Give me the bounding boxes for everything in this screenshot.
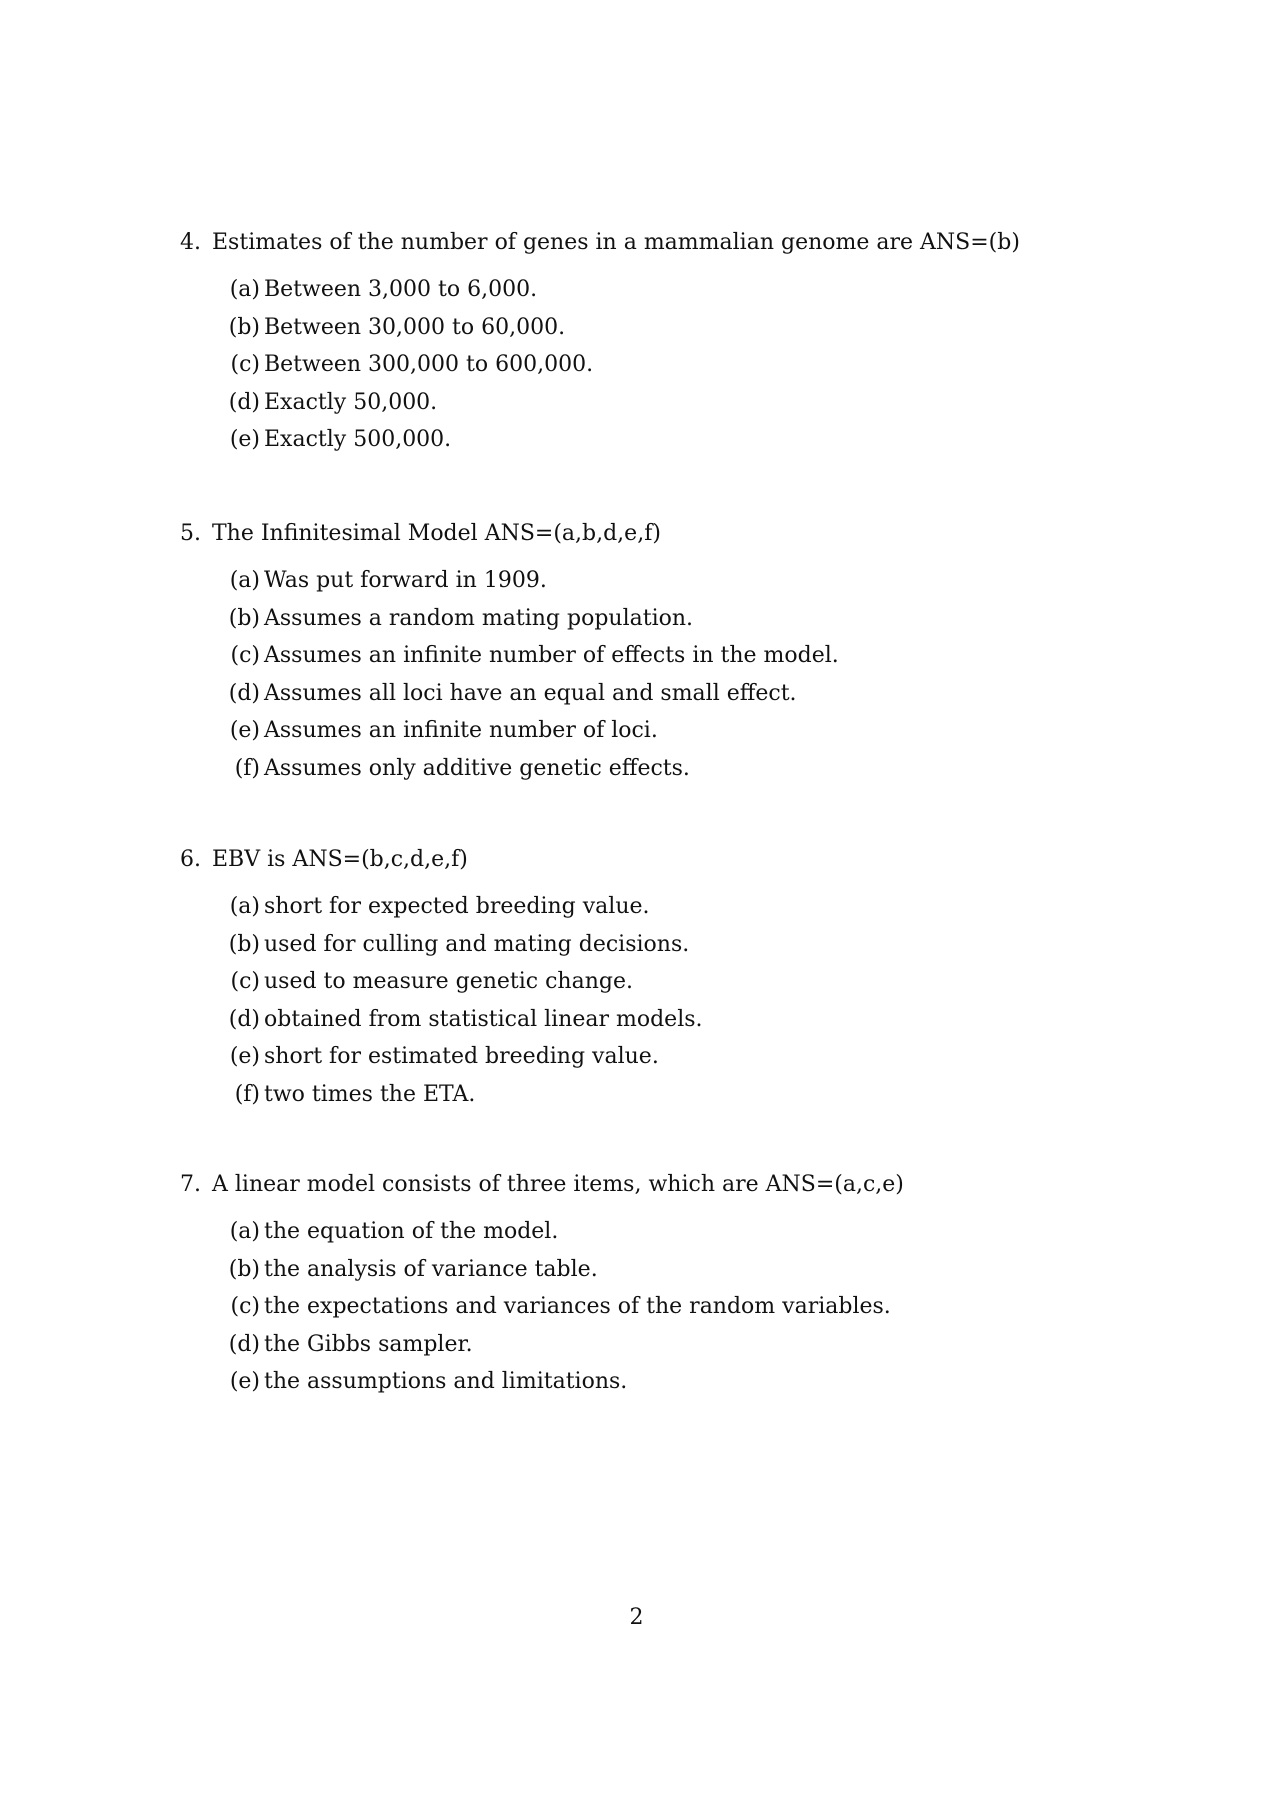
option-item <box>180 421 1080 459</box>
option-text: Between 3,000 to 6,000. <box>264 277 538 302</box>
option-item <box>180 963 1080 1001</box>
option-list <box>180 1213 1080 1401</box>
option-label: (b) <box>228 605 260 631</box>
option-label: (a) <box>229 568 260 593</box>
option-item <box>180 1213 1080 1251</box>
question-number: 4. <box>180 230 201 255</box>
option-item <box>180 1288 1080 1326</box>
question-5 <box>180 516 1080 788</box>
question-text: EBV is ANS=(b,c,d,e,f) <box>212 847 468 872</box>
option-label: (f) <box>234 755 260 781</box>
option-text: Assumes a random mating population. <box>264 605 694 631</box>
option-item <box>180 888 1080 926</box>
option-text: Assumes all loci have an equal and small effect. <box>264 680 797 706</box>
option-text: the expectations and variances of the random variables. <box>264 1294 891 1320</box>
option-label: (f) <box>234 1081 260 1107</box>
option-text: Exactly 500,000. <box>264 427 452 453</box>
option-label: (a) <box>229 277 260 302</box>
question-7 <box>180 1167 1080 1401</box>
option-label: (c) <box>230 969 260 995</box>
option-label: (d) <box>228 389 260 415</box>
option-item <box>180 271 1080 309</box>
option-item <box>180 346 1080 384</box>
option-list <box>180 271 1080 459</box>
option-label: (e) <box>229 1044 260 1070</box>
option-text: Between 300,000 to 600,000. <box>264 352 594 378</box>
question-stem <box>180 225 1080 261</box>
option-label: (d) <box>228 680 260 706</box>
option-text: the Gibbs sampler. <box>264 1331 473 1357</box>
option-list <box>180 562 1080 788</box>
question-number: 7. <box>180 1172 201 1197</box>
option-item <box>180 384 1080 422</box>
option-label: (b) <box>228 314 260 340</box>
question-text: A linear model consists of three items, which are ANS=(a,c,e) <box>212 1172 904 1197</box>
question-number: 6. <box>180 847 201 872</box>
option-item <box>180 712 1080 750</box>
option-label: (c) <box>230 1294 260 1320</box>
option-text: Was put forward in 1909. <box>264 568 547 593</box>
page-number: 2 <box>629 1605 644 1630</box>
option-label: (d) <box>228 1006 260 1032</box>
option-label: (a) <box>229 894 260 919</box>
option-label: (a) <box>229 1219 260 1244</box>
option-item <box>180 637 1080 675</box>
option-item <box>180 562 1080 600</box>
option-list <box>180 888 1080 1114</box>
option-item <box>180 309 1080 347</box>
option-label: (e) <box>229 718 260 744</box>
option-text: two times the ETA. <box>264 1081 476 1107</box>
option-text: used for culling and mating decisions. <box>264 931 690 957</box>
option-item <box>180 600 1080 638</box>
option-text: Assumes an infinite number of effects in the model. <box>264 643 839 669</box>
question-6 <box>180 842 1080 1114</box>
option-item <box>180 1076 1080 1114</box>
option-item <box>180 750 1080 788</box>
option-label: (e) <box>229 427 260 453</box>
option-text: Exactly 50,000. <box>264 389 438 415</box>
option-item <box>180 926 1080 964</box>
option-item <box>180 1363 1080 1401</box>
option-text: used to measure genetic change. <box>264 969 633 995</box>
option-item <box>180 1326 1080 1364</box>
option-text: the analysis of variance table. <box>264 1256 598 1282</box>
option-text: obtained from statistical linear models. <box>264 1006 703 1032</box>
option-item <box>180 1038 1080 1076</box>
question-stem <box>180 1167 1080 1203</box>
option-item <box>180 1251 1080 1289</box>
option-label: (c) <box>230 352 260 378</box>
option-item <box>180 1001 1080 1039</box>
option-text: Between 30,000 to 60,000. <box>264 314 566 340</box>
option-text: the equation of the model. <box>264 1219 559 1244</box>
option-text: short for expected breeding value. <box>264 894 650 919</box>
option-label: (d) <box>228 1331 260 1357</box>
question-number: 5. <box>180 521 201 546</box>
option-text: short for estimated breeding value. <box>264 1044 659 1070</box>
question-stem <box>180 842 1080 878</box>
option-label: (e) <box>229 1369 260 1395</box>
option-label: (c) <box>230 643 260 669</box>
question-stem <box>180 516 1080 552</box>
option-label: (b) <box>228 1256 260 1282</box>
question-text: The Infinitesimal Model ANS=(a,b,d,e,f) <box>212 521 661 546</box>
question-text: Estimates of the number of genes in a mammalian genome are ANS=(b) <box>212 230 1020 255</box>
option-text: the assumptions and limitations. <box>264 1369 628 1395</box>
option-label: (b) <box>228 931 260 957</box>
option-item <box>180 675 1080 713</box>
option-text: Assumes only additive genetic effects. <box>264 755 690 781</box>
question-4 <box>180 225 1080 459</box>
option-text: Assumes an infinite number of loci. <box>264 718 658 744</box>
